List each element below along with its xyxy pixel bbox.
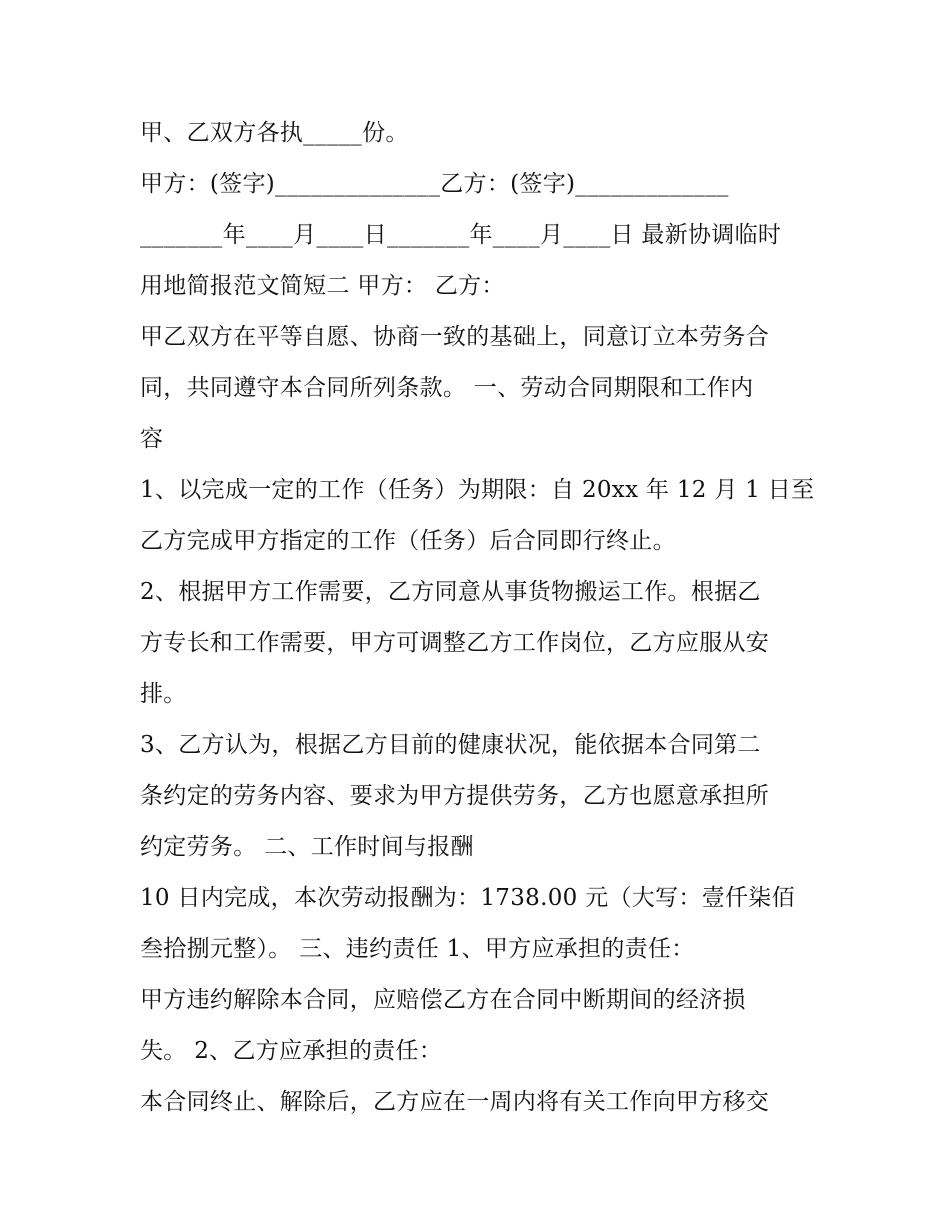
- text-line: 3、乙方认为，根据乙方目前的健康状况，能依据本合同第二: [140, 732, 761, 758]
- text-line: 排。: [140, 681, 187, 707]
- text-line: _______年____月____日_______年____月____日 最新协调临时: [140, 222, 782, 248]
- text-line: 同，共同遵守本合同所列条款。 一、劳动合同期限和工作内: [140, 375, 754, 401]
- text-line: 甲方：(签字)______________乙方：(签字)_____________: [140, 171, 729, 197]
- text-line: 甲乙双方在平等自愿、协商一致的基础上，同意订立本劳务合: [140, 324, 770, 350]
- text-line: 叁拾捌元整）。 三、违约责任 1、甲方应承担的责任：: [140, 936, 695, 962]
- text-line: 1、以完成一定的工作（任务）为期限：自 20xx 年 12 月 1 日至: [140, 477, 815, 503]
- text-line: 甲方违约解除本合同，应赔偿乙方在合同中断期间的经济损: [140, 987, 746, 1013]
- text-line: 容: [140, 426, 164, 452]
- text-line: 甲、乙双方各执_____份。: [140, 120, 409, 146]
- text-line: 10 日内完成，本次劳动报酬为：1738.00 元（大写：壹仟柒佰: [140, 885, 795, 911]
- text-line: 本合同终止、解除后，乙方应在一周内将有关工作向甲方移交: [140, 1089, 770, 1115]
- document-body: [140, 108, 820, 1128]
- text-line: 失。 2、乙方应承担的责任：: [140, 1038, 443, 1064]
- text-line: 条约定的劳务内容、要求为甲方提供劳务，乙方也愿意承担所: [140, 783, 770, 809]
- text-line: 约定劳务。 二、工作时间与报酬: [140, 834, 474, 860]
- text-line: 乙方完成甲方指定的工作（任务）后合同即行终止。: [140, 528, 676, 554]
- text-line: 2、根据甲方工作需要，乙方同意从事货物搬运工作。根据乙: [140, 579, 761, 605]
- text-line: 用地简报范文简短二 甲方： 乙方：: [140, 273, 505, 299]
- text-line: 方专长和工作需要，甲方可调整乙方工作岗位，乙方应服从安: [140, 630, 770, 656]
